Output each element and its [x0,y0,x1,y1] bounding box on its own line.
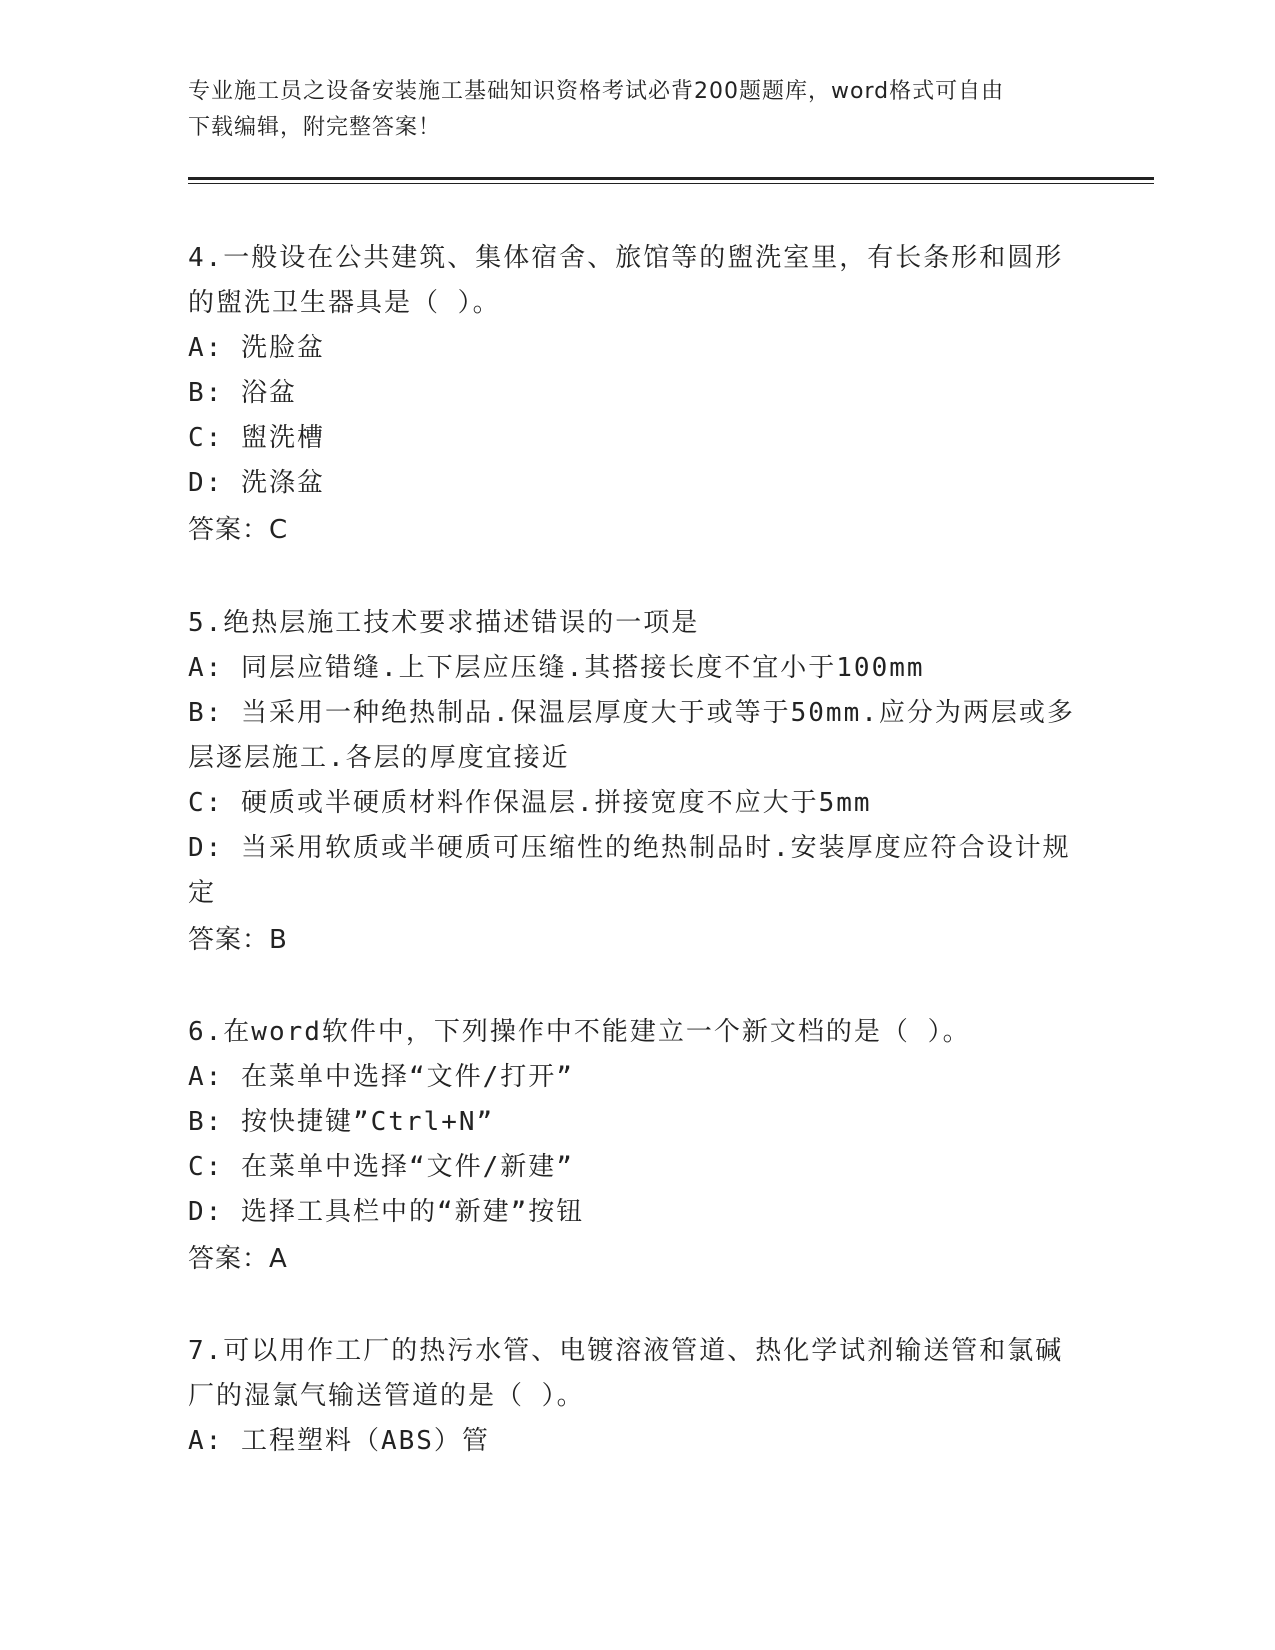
option-key: A: [188,653,224,683]
option-text: 盥洗槽 [223,423,325,453]
option-c [188,781,1088,826]
document-header [188,74,1088,146]
option-text: 工程塑料（ABS）管 [223,1426,490,1456]
option-key: D: [188,1197,224,1227]
option-key: C: [188,788,224,818]
option-text: 同层应错缝.上下层应压缝.其搭接长度不宜小于100mm [223,653,925,683]
option-key: A: [188,333,224,363]
question-text: 7.可以用作工厂的热污水管、电镀溶液管道、热化学试剂输送管和氯碱厂的湿氯气输送管道的是（ ）。 [188,1336,1064,1411]
option-text: 选择工具栏中的“新建”按钮 [223,1197,585,1227]
option-key: A: [188,1062,224,1092]
answer-line: 答案：C [188,515,289,545]
option-a [188,326,1088,371]
question-6 [188,1010,1088,1283]
option-b [188,691,1088,781]
option-key: B: [188,378,224,408]
question-4 [188,236,1088,554]
option-d [188,826,1088,916]
option-key: D: [188,833,224,863]
header-line-1: 专业施工员之设备安装施工基础知识资格考试必背200题题库，word格式可自由 [188,79,1005,104]
option-d [188,461,1088,506]
option-key: B: [188,1107,224,1137]
option-key: C: [188,423,224,453]
option-text: 当采用软质或半硬质可压缩性的绝热制品时.安装厚度应符合设计规定 [188,833,1071,908]
option-b [188,1100,1088,1145]
option-a [188,1419,1088,1464]
option-text: 洗涤盆 [223,468,325,498]
option-key: A: [188,1426,224,1456]
option-key: B: [188,698,224,728]
answer-line: 答案：B [188,925,288,955]
question-text: 4.一般设在公共建筑、集体宿舍、旅馆等的盥洗室里，有长条形和圆形的盥洗卫生器具是（ ）。 [188,243,1064,318]
option-text: 在菜单中选择“文件/打开” [223,1062,574,1092]
option-c [188,416,1088,461]
header-line-2: 下载编辑，附完整答案！ [188,115,442,140]
option-text: 在菜单中选择“文件/新建” [223,1152,574,1182]
question-5 [188,601,1088,964]
option-b [188,371,1088,416]
option-key: C: [188,1152,224,1182]
option-text: 浴盆 [223,378,297,408]
option-a [188,1055,1088,1100]
option-text: 按快捷键”Ctrl+N” [223,1107,495,1137]
answer-line: 答案：A [188,1244,288,1274]
option-text: 当采用一种绝热制品.保温层厚度大于或等于50mm.应分为两层或多层逐层施工.各层的厚度宜接近 [188,698,1075,773]
option-a [188,646,1088,691]
header-rule-thick [188,177,1154,180]
question-7 [188,1329,1088,1464]
header-rule-thin [188,183,1154,184]
option-text: 洗脸盆 [223,333,325,363]
question-text: 6.在word软件中，下列操作中不能建立一个新文档的是（ ）。 [188,1017,971,1047]
option-text: 硬质或半硬质材料作保温层.拼接宽度不应大于5mm [223,788,872,818]
option-d [188,1190,1088,1235]
question-text: 5.绝热层施工技术要求描述错误的一项是 [188,608,700,638]
option-c [188,1145,1088,1190]
option-key: D: [188,468,224,498]
